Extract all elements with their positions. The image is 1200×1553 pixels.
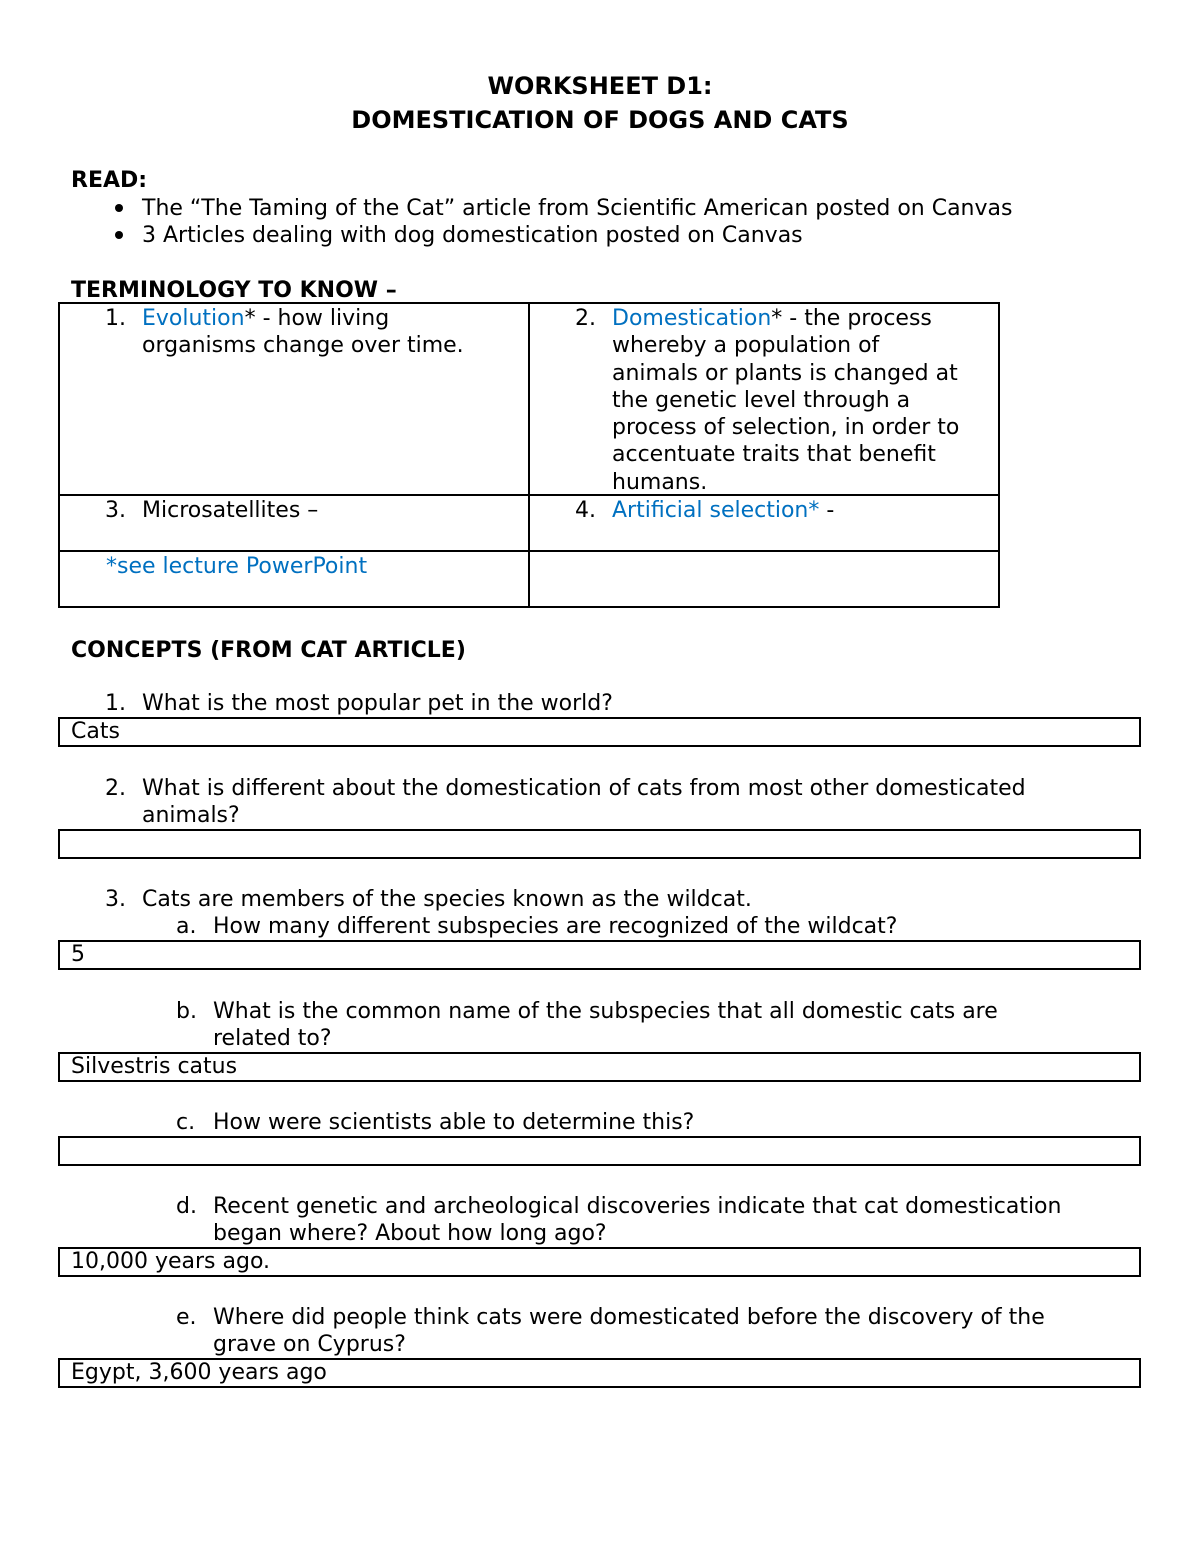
bullet-icon — [115, 231, 123, 239]
answer-field-3c[interactable] — [58, 1136, 1141, 1166]
subquestion-letter: d. — [176, 1194, 197, 1219]
term-artificial-selection-name: Artificial selection* — [612, 498, 820, 523]
term-definition-line: process of selection, in order to — [612, 415, 960, 441]
term-mark: * — [244, 306, 256, 331]
read-heading: READ: — [71, 168, 148, 193]
question-3b-line1: What is the common name of the subspecies that all domestic cats are — [213, 999, 998, 1024]
question-2-line1: What is different about the domestication of cats from most other domesticated — [142, 776, 1026, 801]
answer-field-2[interactable] — [58, 829, 1141, 859]
question-3e-line1: Where did people think cats were domesticated before the discovery of the — [213, 1305, 1045, 1330]
term-evolution — [142, 305, 464, 360]
question-1: What is the most popular pet in the world? — [142, 691, 613, 716]
subquestion-letter: b. — [176, 999, 197, 1024]
question-3b-line2: related to? — [213, 1026, 332, 1051]
table-divider — [58, 550, 1000, 552]
term-mark: * — [771, 306, 783, 331]
concepts-heading: CONCEPTS (FROM CAT ARTICLE) — [71, 638, 466, 663]
question-number: 2. — [105, 776, 126, 801]
terminology-heading: TERMINOLOGY TO KNOW – — [71, 278, 397, 303]
page-title-line1: WORKSHEET D1: — [487, 72, 713, 100]
answer-field-3b[interactable]: Silvestris catus — [58, 1052, 1141, 1082]
term-definition-line: the genetic level through a — [612, 387, 911, 413]
term-definition-line: - how living — [262, 306, 390, 331]
answer-field-3d[interactable]: 10,000 years ago. — [58, 1247, 1141, 1277]
bullet-icon — [115, 204, 123, 212]
question-3d-line2: began where? About how long ago? — [213, 1221, 607, 1246]
question-2-line2: animals? — [142, 803, 240, 828]
page-title-line2: DOMESTICATION OF DOGS AND CATS — [351, 106, 849, 134]
answer-field-1[interactable]: Cats — [58, 717, 1141, 747]
term-domestication — [612, 305, 959, 496]
term-definition-line: accentuate traits that benefit — [612, 442, 936, 468]
term-definition-line: - the process — [789, 306, 932, 331]
question-3: Cats are members of the species known as the wildcat. — [142, 887, 752, 912]
read-item-1: The “The Taming of the Cat” article from Scientific American posted on Canvas — [142, 196, 1013, 221]
answer-field-3a[interactable]: 5 — [58, 940, 1141, 970]
term-number: 4. — [575, 498, 596, 523]
term-definition-line: organisms change over time. — [142, 333, 464, 359]
question-number: 3. — [105, 887, 126, 912]
term-number: 1. — [105, 306, 126, 331]
term-suffix: - — [826, 498, 835, 523]
answer-field-3e[interactable]: Egypt, 3,600 years ago — [58, 1358, 1141, 1388]
term-number: 2. — [575, 306, 596, 331]
term-domestication-name: Domestication — [612, 306, 772, 331]
table-divider — [528, 302, 530, 608]
term-artificial-selection — [612, 497, 834, 524]
subquestion-letter: e. — [176, 1305, 197, 1330]
question-3d-line1: Recent genetic and archeological discoveries indicate that cat domestication — [213, 1194, 1062, 1219]
term-definition-line: whereby a population of — [612, 333, 880, 359]
question-3a: How many different subspecies are recognized of the wildcat? — [213, 914, 898, 939]
term-number: 3. — [105, 498, 126, 523]
question-3e-line2: grave on Cyprus? — [213, 1332, 406, 1357]
subquestion-letter: a. — [176, 914, 197, 939]
term-definition-line: humans. — [612, 469, 708, 495]
term-definition-line: animals or plants is changed at — [612, 360, 958, 386]
read-item-2: 3 Articles dealing with dog domestication posted on Canvas — [142, 223, 803, 248]
term-microsatellites: Microsatellites – — [142, 498, 319, 523]
term-evolution-name: Evolution — [142, 306, 245, 331]
subquestion-letter: c. — [176, 1110, 196, 1135]
question-3c: How were scientists able to determine this? — [213, 1110, 695, 1135]
question-number: 1. — [105, 691, 126, 716]
terminology-footnote: *see lecture PowerPoint — [106, 554, 368, 579]
